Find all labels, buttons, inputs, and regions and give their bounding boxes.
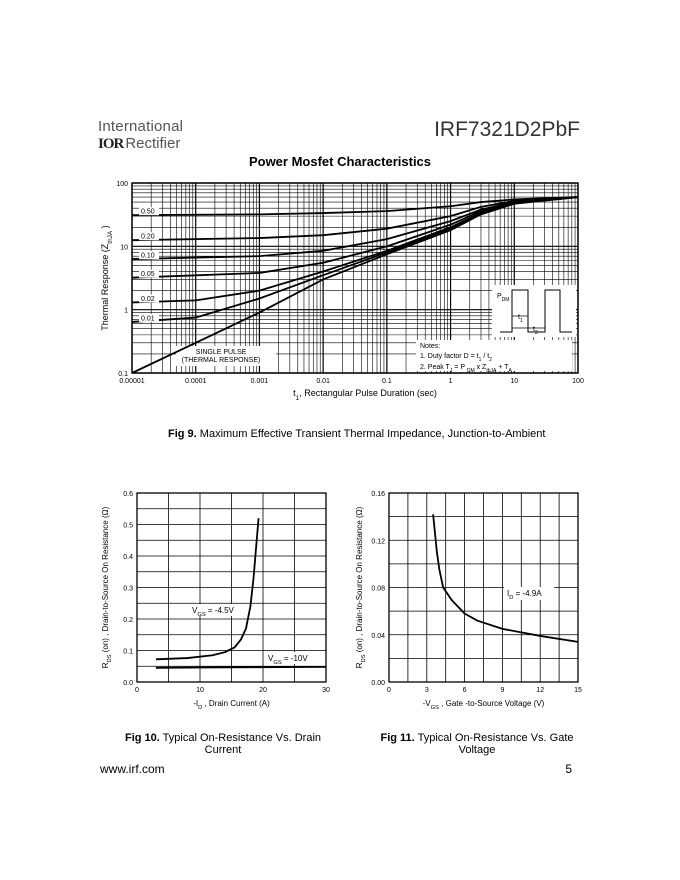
x-tick-label: 0.01 <box>316 378 330 385</box>
x-tick-label: 12 <box>536 687 545 694</box>
note-2: 2. Peak $T_J = P$ $_{DM}$ x $Z_{thJA} + T_A$ <box>420 364 512 374</box>
single-pulse-label: SINGLE PULSE <box>195 349 247 356</box>
fig11-number: Fig 11. <box>380 732 415 744</box>
y-tick-label: 0.6 <box>123 491 133 498</box>
id-label: $I_D = -4.9A$ <box>507 589 542 601</box>
y-tick-label: 0.12 <box>371 538 385 546</box>
x-tick-label: 15 <box>574 687 582 694</box>
x-axis-label: $-V_{GS}$ , Gate -to-Source Voltage (V) <box>422 699 545 711</box>
x-tick-label: 10 <box>510 378 519 385</box>
series-label: 0.10 <box>141 252 155 260</box>
series-label: 0.05 <box>141 271 155 279</box>
y-tick-label: 0.3 <box>123 585 133 593</box>
fig9-caption-text: Maximum Effective Transient Thermal Impedance, Junction-to-Ambient <box>199 428 546 440</box>
vgs-10v-label: $V_{GS} = -10V$ <box>268 654 308 666</box>
x-tick-label: 0.0001 <box>185 378 207 385</box>
page-number: 5 <box>565 762 572 776</box>
t1-label: $t_1$ <box>518 314 523 324</box>
notes-title: Notes: <box>420 343 441 350</box>
x-tick-label: 9 <box>500 687 505 694</box>
y-tick-label: 0.1 <box>123 648 133 656</box>
y-tick-label: 0.1 <box>118 371 128 378</box>
fig11-caption-line1: Typical On-Resistance Vs. Gate <box>417 732 574 744</box>
y-tick-label: 0.08 <box>371 585 385 593</box>
fig11-caption <box>362 732 592 756</box>
figure-10-chart <box>101 491 330 711</box>
footer-url[interactable]: www.irf.com <box>100 762 165 776</box>
page-title: Power Mosfet Characteristics <box>248 154 432 169</box>
x-tick-label: 0.001 <box>250 378 269 385</box>
x-tick-label: 3 <box>424 687 429 694</box>
y-tick-label: 0.2 <box>123 617 133 624</box>
y-tick-label: 0.4 <box>123 554 133 561</box>
note-1: 1. Duty factor $D = t_1 / t_2$ <box>420 353 492 363</box>
series-label: 0.20 <box>141 233 155 241</box>
y-axis-label: Thermal Response ($Z_{thJA}$ ) <box>100 225 114 331</box>
y-tick-label: 0.0 <box>123 680 133 687</box>
y-tick-label: 0.04 <box>371 632 385 640</box>
x-tick-label: 0 <box>387 687 391 694</box>
part-number: IRF7321D2PbF <box>434 118 580 141</box>
series-line <box>156 518 259 659</box>
company-name: International <box>98 118 184 135</box>
x-tick-label: 20 <box>259 687 267 694</box>
y-tick-label: 0.5 <box>123 522 133 530</box>
fig9-caption <box>168 428 545 440</box>
figure-11-chart <box>355 491 582 711</box>
ior-logo-mark: IOR <box>98 136 124 152</box>
y-tick-label: 1 <box>124 307 128 315</box>
y-axis-label: $R_{DS}$ (on) , Drain-to-Source On Resistance (Ω) <box>355 506 367 669</box>
series-label: 0.50 <box>141 208 155 216</box>
x-tick-label: 0.1 <box>381 378 392 385</box>
x-axis-label: $t_1$, Rectangular Pulse Duration (sec) <box>293 388 437 402</box>
fig10-caption-line1: Typical On-Resistance Vs. Drain <box>162 732 322 744</box>
series-line <box>156 667 326 668</box>
company-name-rectifier: Rectifier <box>125 135 181 152</box>
fig9-number: Fig 9. <box>168 428 197 440</box>
x-axis-label: $-I_D$ , Drain Current (A) <box>193 699 270 711</box>
vgs-4.5v-label: $V_{GS} = -4.5V$ <box>192 606 234 618</box>
series-label: 0.01 <box>141 315 155 323</box>
x-tick-label: 6 <box>462 687 467 694</box>
y-tick-label: 0.16 <box>371 491 385 498</box>
series-line <box>433 514 578 642</box>
x-tick-label: 0 <box>135 687 139 694</box>
y-tick-label: 0.00 <box>371 680 385 687</box>
y-axis-label: $R_{DS}$ (on) , Drain-to-Source On Resistance (Ω) <box>101 506 113 669</box>
x-tick-label: 10 <box>196 687 204 694</box>
fig11-caption-line2: Voltage <box>458 744 496 756</box>
y-tick-label: 100 <box>116 181 128 188</box>
x-tick-label: 30 <box>322 687 330 694</box>
x-tick-label: 0.00001 <box>119 378 145 385</box>
pdm-label: $P_{DM}$ <box>497 293 510 303</box>
fig10-caption <box>108 732 338 756</box>
fig10-caption-line2: Current <box>204 744 242 756</box>
t2-label: $t_2$ <box>533 326 538 336</box>
series-label: 0.02 <box>141 295 155 303</box>
x-tick-label: 1 <box>448 378 453 385</box>
fig10-number: Fig 10. <box>124 732 160 744</box>
y-tick-label: 10 <box>120 244 128 252</box>
thermal-response-label: (THERMAL RESPONSE) <box>181 357 261 364</box>
x-tick-label: 100 <box>572 378 584 385</box>
